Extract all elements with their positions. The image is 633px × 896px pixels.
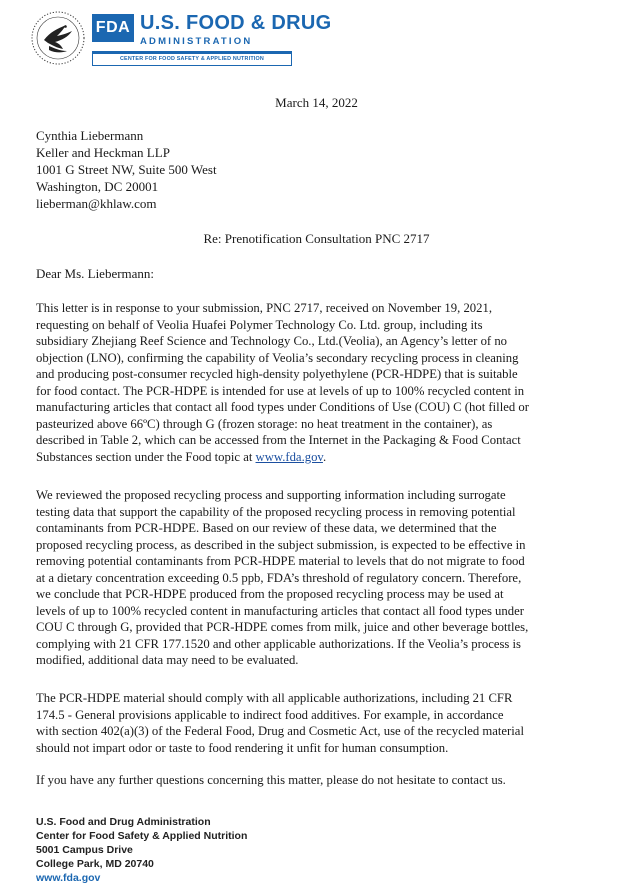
hhs-eagle-logo-icon <box>30 10 86 66</box>
paragraph-line: with section 402(a)(3) of the Federal Food, Drug and Cosmetic Act, use of the recycled material <box>36 724 524 738</box>
recipient-street: 1001 G Street NW, Suite 500 West <box>36 162 217 177</box>
recipient-email: lieberman@khlaw.com <box>36 196 157 211</box>
paragraph-1 <box>36 300 529 465</box>
paragraph-line: at a dietary concentration exceeding 0.5 ppb, FDA’s threshold of regulatory concern. Therefore, <box>36 570 522 585</box>
paragraph-line: testing data that support the capability of the proposed recycling process in removing potential <box>36 504 516 519</box>
paragraph-line: subsidiary Zhejiang Reef Science and Technology Co., Ltd.(Veolia), an Agency’s letter of no <box>36 334 508 348</box>
agency-subtitle: ADMINISTRATION <box>140 36 253 47</box>
signature-agency: U.S. Food and Drug Administration <box>36 816 211 828</box>
paragraph-line: pasteurized above 66ºC) through G (frozen storage: no heat treatment in the container), as <box>36 416 493 431</box>
paragraph-line: objection (LNO), confirming the capability of Veolia’s secondary recycling process in cleaning <box>36 350 519 365</box>
paragraph-line: contaminants from PCR-HDPE. Based on our review of these data, we determined that the <box>36 521 497 535</box>
agency-title: U.S. FOOD & DRUG <box>140 12 332 34</box>
paragraph-line: This letter is in response to your submission, PNC 2717, received on November 19, 2021, <box>36 301 492 315</box>
signature-city: College Park, MD 20740 <box>36 858 154 870</box>
paragraph-line: we conclude that PCR-HDPE produced from the proposed recycling process may be used at <box>36 587 504 601</box>
paragraph-line: We reviewed the proposed recycling process and supporting information including surrogate <box>36 488 506 502</box>
link-suffix: . <box>322 449 327 464</box>
fda-website-link[interactable]: www.fda.gov <box>255 449 323 464</box>
paragraph-line: should not impart odor or taste to food rendering it unfit for human consumption. <box>36 740 449 755</box>
recipient-city: Washington, DC 20001 <box>36 179 159 194</box>
paragraph-line: and producing post-consumer recycled high-density polyethylene (PCR-HDPE) that is suitable <box>36 367 518 381</box>
center-name-box: CENTER FOR FOOD SAFETY & APPLIED NUTRITION <box>92 53 292 66</box>
paragraph-line: complying with 21 CFR 177.1520 and other applicable authorizations. If the Veolia’s process is <box>36 636 521 651</box>
paragraph-line: described in Table 2, which can be accessed from the Internet in the Packaging & Food Contact <box>36 433 521 447</box>
recipient-address <box>36 127 217 212</box>
paragraph-line: requesting on behalf of Veolia Huafei Polymer Technology Co. Ltd. group, including its <box>36 317 483 332</box>
paragraph-line: COU C through G, provided that PCR-HDPE comes from milk, juice and other beverage bottles, <box>36 620 529 634</box>
closing-sentence: If you have any further questions concerning this matter, please do not hesitate to contact us. <box>36 773 506 787</box>
paragraph-line-text: Substances section under the Food topic at <box>36 449 253 464</box>
subject-line: Re: Prenotification Consultation PNC 2717 <box>203 231 430 246</box>
paragraph-line: The PCR-HDPE material should comply with all applicable authorizations, including 21 CFR <box>36 691 513 705</box>
recipient-firm: Keller and Heckman LLP <box>36 145 170 160</box>
paragraph-2 <box>36 487 528 669</box>
paragraph-line: removing potential contaminants from PCR-HDPE material to levels that do not migrate to food <box>36 554 525 568</box>
paragraph-line: modified, additional data may need to be evaluated. <box>36 653 299 667</box>
signature-center: Center for Food Safety & Applied Nutrition <box>36 830 248 842</box>
paragraph-line: manufacturing articles that contact all food types under Conditions of Use (COU) C (hot filled or <box>36 400 529 414</box>
paragraph-line: proposed recycling process, as described in the subject submission, is expected to be effective in <box>36 537 526 552</box>
paragraph-line: for food contact. The PCR-HDPE is intended for use at levels of up to 100% recycled content in <box>36 383 525 398</box>
paragraph-line-with-link <box>36 449 529 466</box>
signature-block <box>36 815 247 885</box>
signature-street: 5001 Campus Drive <box>36 844 133 856</box>
recipient-name: Cynthia Liebermann <box>36 128 144 143</box>
signature-website-link[interactable]: www.fda.gov <box>36 872 101 884</box>
fda-badge: FDA <box>92 14 134 42</box>
paragraph-line: levels of up to 100% recycled content in manufacturing articles that contact all food types under <box>36 603 524 618</box>
letter-date: March 14, 2022 <box>275 95 358 110</box>
paragraph-line: 174.5 - General provisions applicable to indirect food additives. For example, in accordance <box>36 707 504 722</box>
paragraph-3 <box>36 690 524 756</box>
salutation: Dear Ms. Liebermann: <box>36 266 155 281</box>
